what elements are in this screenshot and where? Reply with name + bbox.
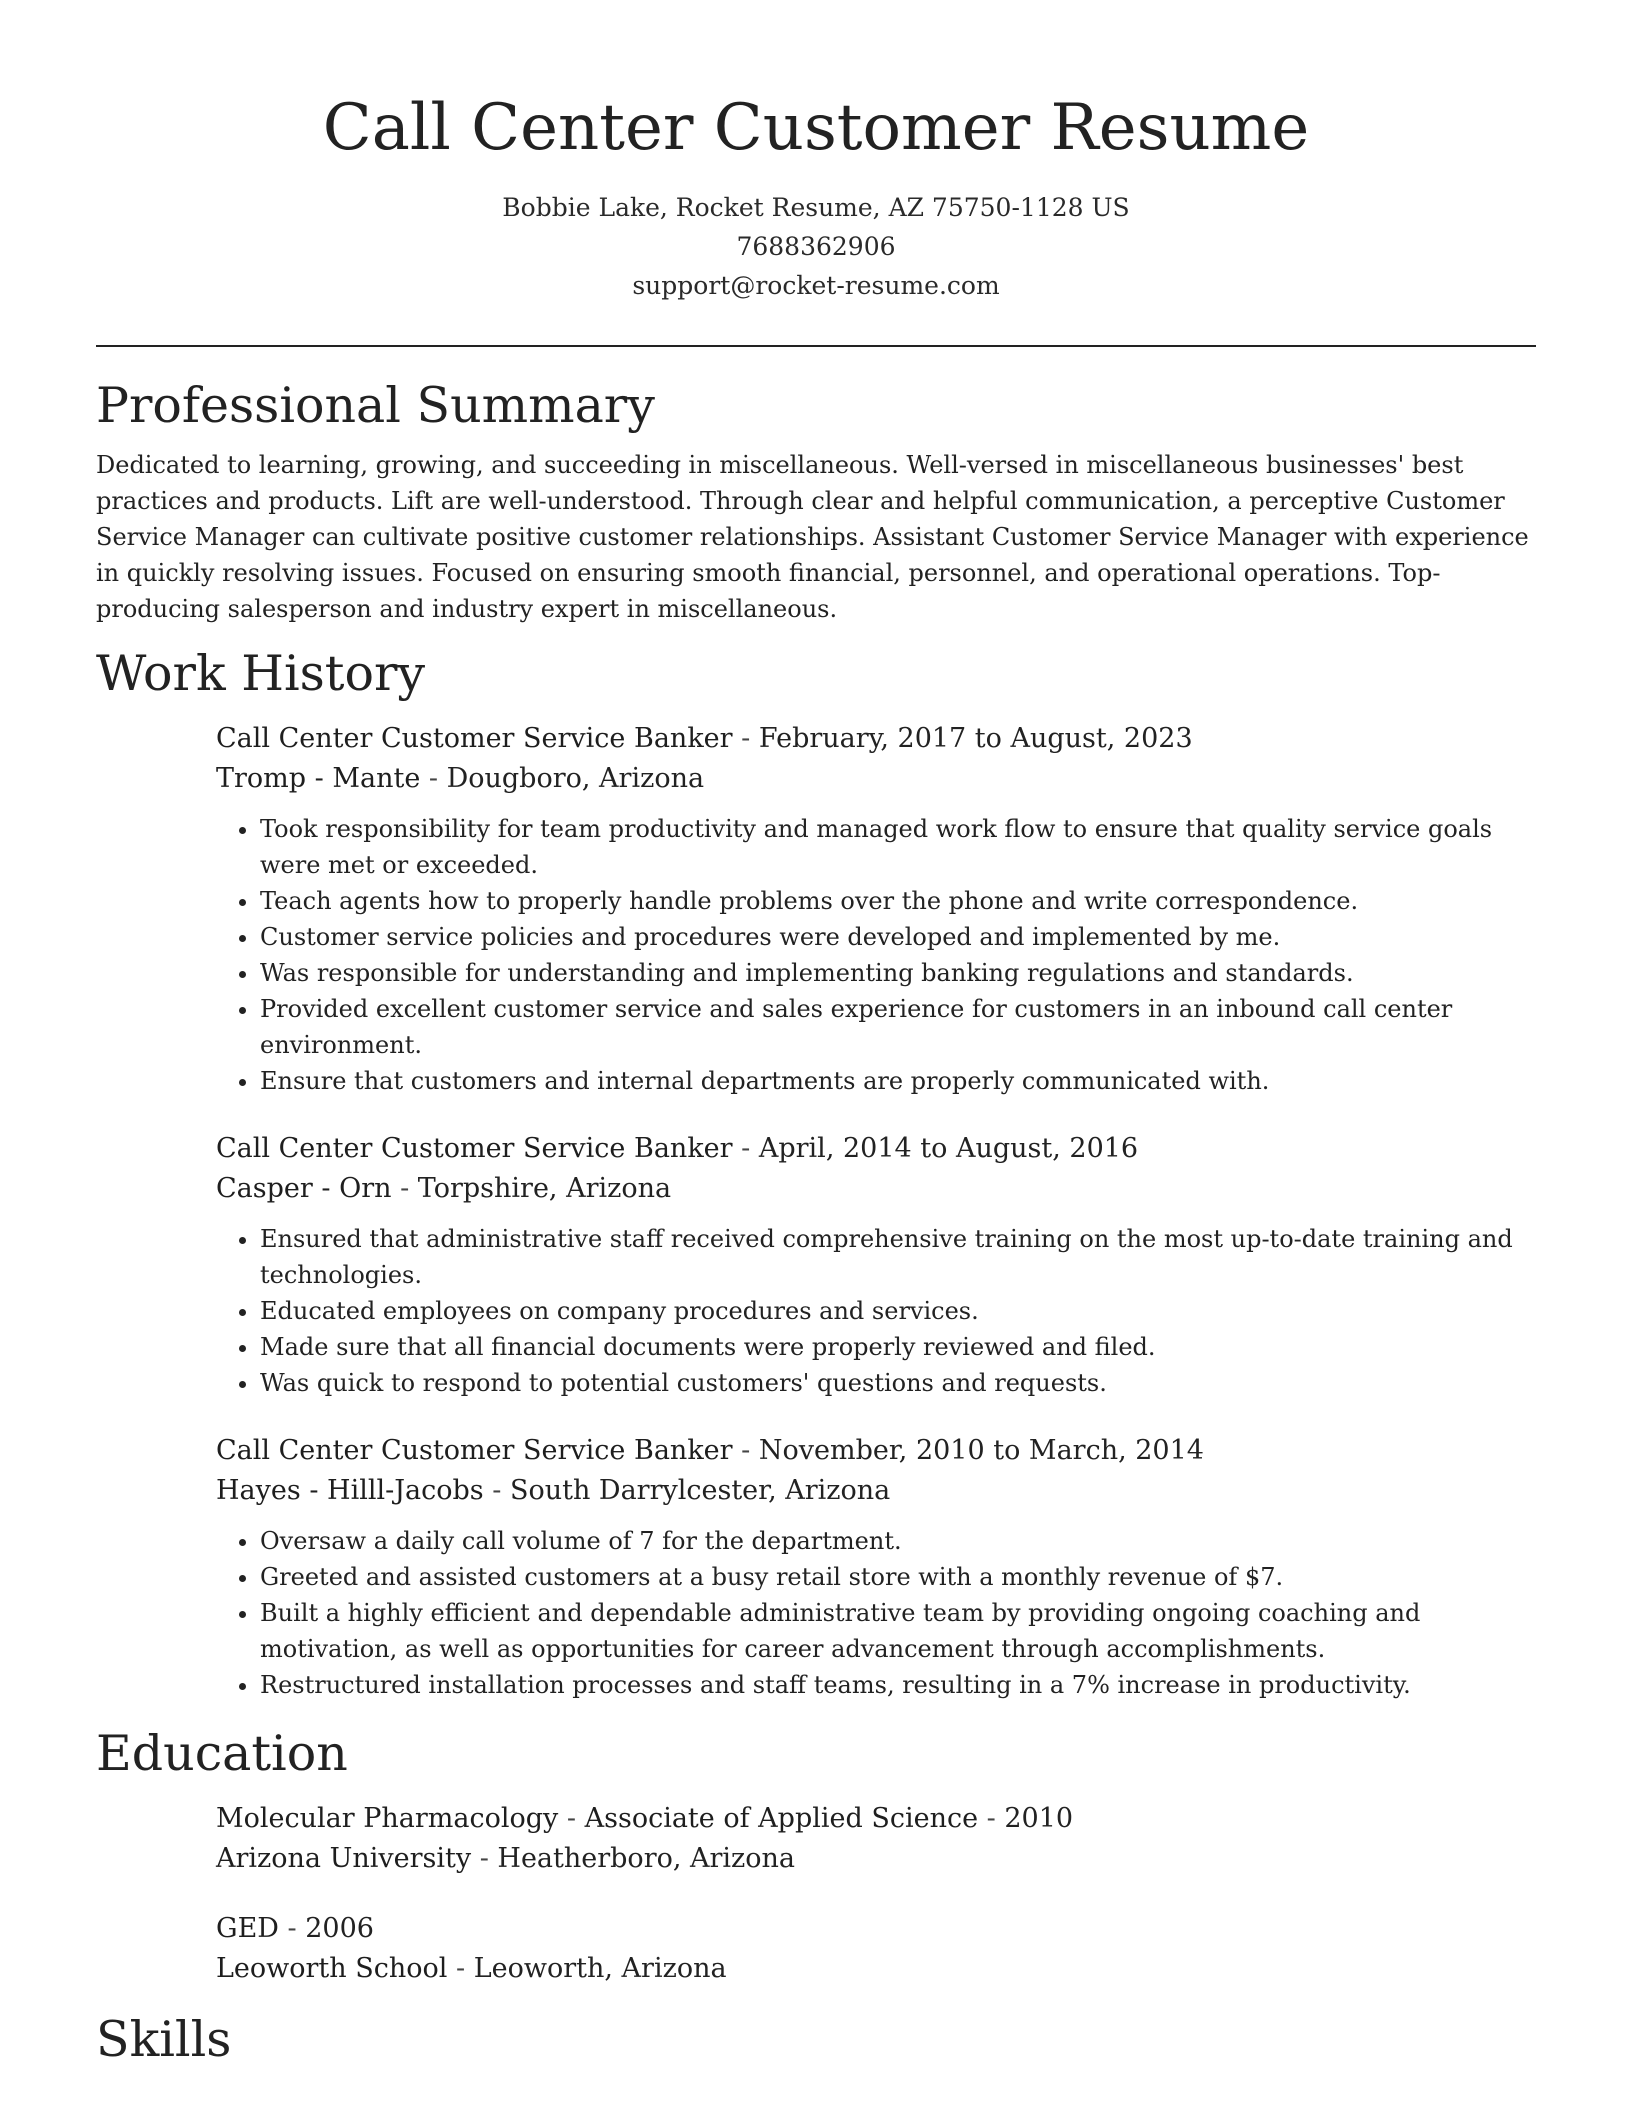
education-school-line <box>216 1839 1536 1879</box>
education-degree: Associate of Applied Science <box>584 1803 979 1834</box>
education-school: Arizona University <box>216 1843 472 1874</box>
list-item: • Greeted and assisted customers at a busy retail store with a monthly revenue of $7. <box>260 1559 1536 1595</box>
job-bullet-list <box>216 811 1536 1099</box>
job-bullet-list <box>216 1523 1536 1703</box>
separator: - <box>471 1843 498 1874</box>
resume-title: Call Center Customer Resume <box>322 91 1310 165</box>
list-item: • Customer service policies and procedures were developed and implemented by me. <box>260 919 1536 955</box>
job-dates: February, 2017 to August, 2023 <box>758 723 1193 754</box>
job-entry <box>216 1431 1536 1703</box>
separator: - <box>420 763 447 794</box>
education-heading: Education <box>96 1725 348 1782</box>
list-item: • Ensured that administrative staff received comprehensive training on the most up-to-date training and technologies. <box>260 1221 1536 1293</box>
education-school: Leoworth School <box>216 1953 448 1984</box>
job-bullet-list <box>216 1221 1536 1401</box>
list-item: • Provided excellent customer service and sales experience for customers in an inbound call center environment. <box>260 991 1536 1063</box>
separator: - <box>978 1803 1005 1834</box>
list-item: • Was responsible for understanding and implementing banking regulations and standards. <box>260 955 1536 991</box>
job-company: Hayes - Hilll-Jacobs <box>216 1475 484 1506</box>
separator: - <box>558 1803 585 1834</box>
summary-text: Dedicated to learning, growing, and succeeding in miscellaneous. Well-versed in miscellaneous businesses' best practices and products. Lift are well-understood. Through clear and helpful communication, a perceptive Customer Service Manager can cultivate positive customer relationships. Assistant Customer Service Manager with experience in quickly resolving issues. Focused on ensuring smooth financial, personnel, and operational operations. Top-producing salesperson and industry expert in miscellaneous. <box>96 451 1529 623</box>
education-section <box>96 1723 1536 1989</box>
job-location: South Darrylcester, Arizona <box>509 1475 891 1506</box>
education-location: Leoworth, Arizona <box>473 1953 727 1984</box>
job-company: Casper - Orn <box>216 1173 392 1204</box>
education-degree-line <box>216 1909 1536 1949</box>
job-title: Call Center Customer Service Banker <box>216 723 733 754</box>
list-item: • Ensure that customers and internal departments are properly communicated with. <box>260 1063 1536 1099</box>
contact-phone: 7688362906 <box>736 232 896 261</box>
list-item: • Oversaw a daily call volume of 7 for the department. <box>260 1523 1536 1559</box>
job-company-line <box>216 1169 1536 1209</box>
education-degree-line <box>216 1799 1536 1839</box>
education-entry <box>216 1799 1536 1879</box>
header-divider <box>96 345 1536 347</box>
job-title-line <box>216 1431 1536 1471</box>
contact-address: Bobbie Lake, Rocket Resume, AZ 75750-1128 US <box>502 193 1130 222</box>
job-title: Call Center Customer Service Banker <box>216 1435 733 1466</box>
separator: - <box>278 1913 306 1944</box>
list-item: • Took responsibility for team productivity and managed work flow to ensure that quality service goals were met or exceeded. <box>260 811 1536 883</box>
job-title: Call Center Customer Service Banker <box>216 1133 733 1164</box>
job-title-line <box>216 719 1536 759</box>
list-item: • Restructured installation processes and staff teams, resulting in a 7% increase in productivity. <box>260 1667 1536 1703</box>
job-dates: April, 2014 to August, 2016 <box>758 1133 1139 1164</box>
education-field: Molecular Pharmacology <box>216 1803 559 1834</box>
job-dates: November, 2010 to March, 2014 <box>758 1435 1204 1466</box>
separator: - <box>732 1133 759 1164</box>
resume-header <box>96 0 1536 305</box>
list-item: • Built a highly efficient and dependable administrative team by providing ongoing coaching and motivation, as well as opportunities for career advancement through accomplishments. <box>260 1595 1536 1667</box>
job-company: Tromp - Mante <box>216 763 421 794</box>
summary-section <box>96 375 1536 627</box>
skills-section <box>96 2009 1536 2071</box>
education-field: GED <box>216 1913 279 1944</box>
summary-heading: Professional Summary <box>96 377 655 434</box>
job-company-line <box>216 1471 1536 1511</box>
contact-info <box>96 188 1536 305</box>
job-title-line <box>216 1129 1536 1169</box>
education-school-line <box>216 1949 1536 1989</box>
separator: - <box>391 1173 418 1204</box>
education-entry <box>216 1909 1536 1989</box>
education-year: 2010 <box>1004 1803 1074 1834</box>
work-history-heading: Work History <box>96 645 426 702</box>
education-year: 2006 <box>305 1913 374 1944</box>
work-history-section <box>96 643 1536 1703</box>
list-item: • Made sure that all financial documents were properly reviewed and filed. <box>260 1329 1536 1365</box>
job-entry <box>216 1129 1536 1401</box>
separator: - <box>732 723 759 754</box>
separator: - <box>732 1435 759 1466</box>
job-location: Dougboro, Arizona <box>446 763 705 794</box>
job-entry <box>216 719 1536 1099</box>
contact-email: support@rocket-resume.com <box>632 271 1000 300</box>
separator: - <box>447 1953 474 1984</box>
job-location: Torpshire, Arizona <box>417 1173 672 1204</box>
list-item: • Educated employees on company procedures and services. <box>260 1293 1536 1329</box>
separator: - <box>483 1475 510 1506</box>
job-company-line <box>216 759 1536 799</box>
list-item: • Teach agents how to properly handle problems over the phone and write correspondence. <box>260 883 1536 919</box>
skills-heading: Skills <box>96 2011 232 2068</box>
list-item: • Was quick to respond to potential customers' questions and requests. <box>260 1365 1536 1401</box>
education-location: Heatherboro, Arizona <box>497 1843 796 1874</box>
